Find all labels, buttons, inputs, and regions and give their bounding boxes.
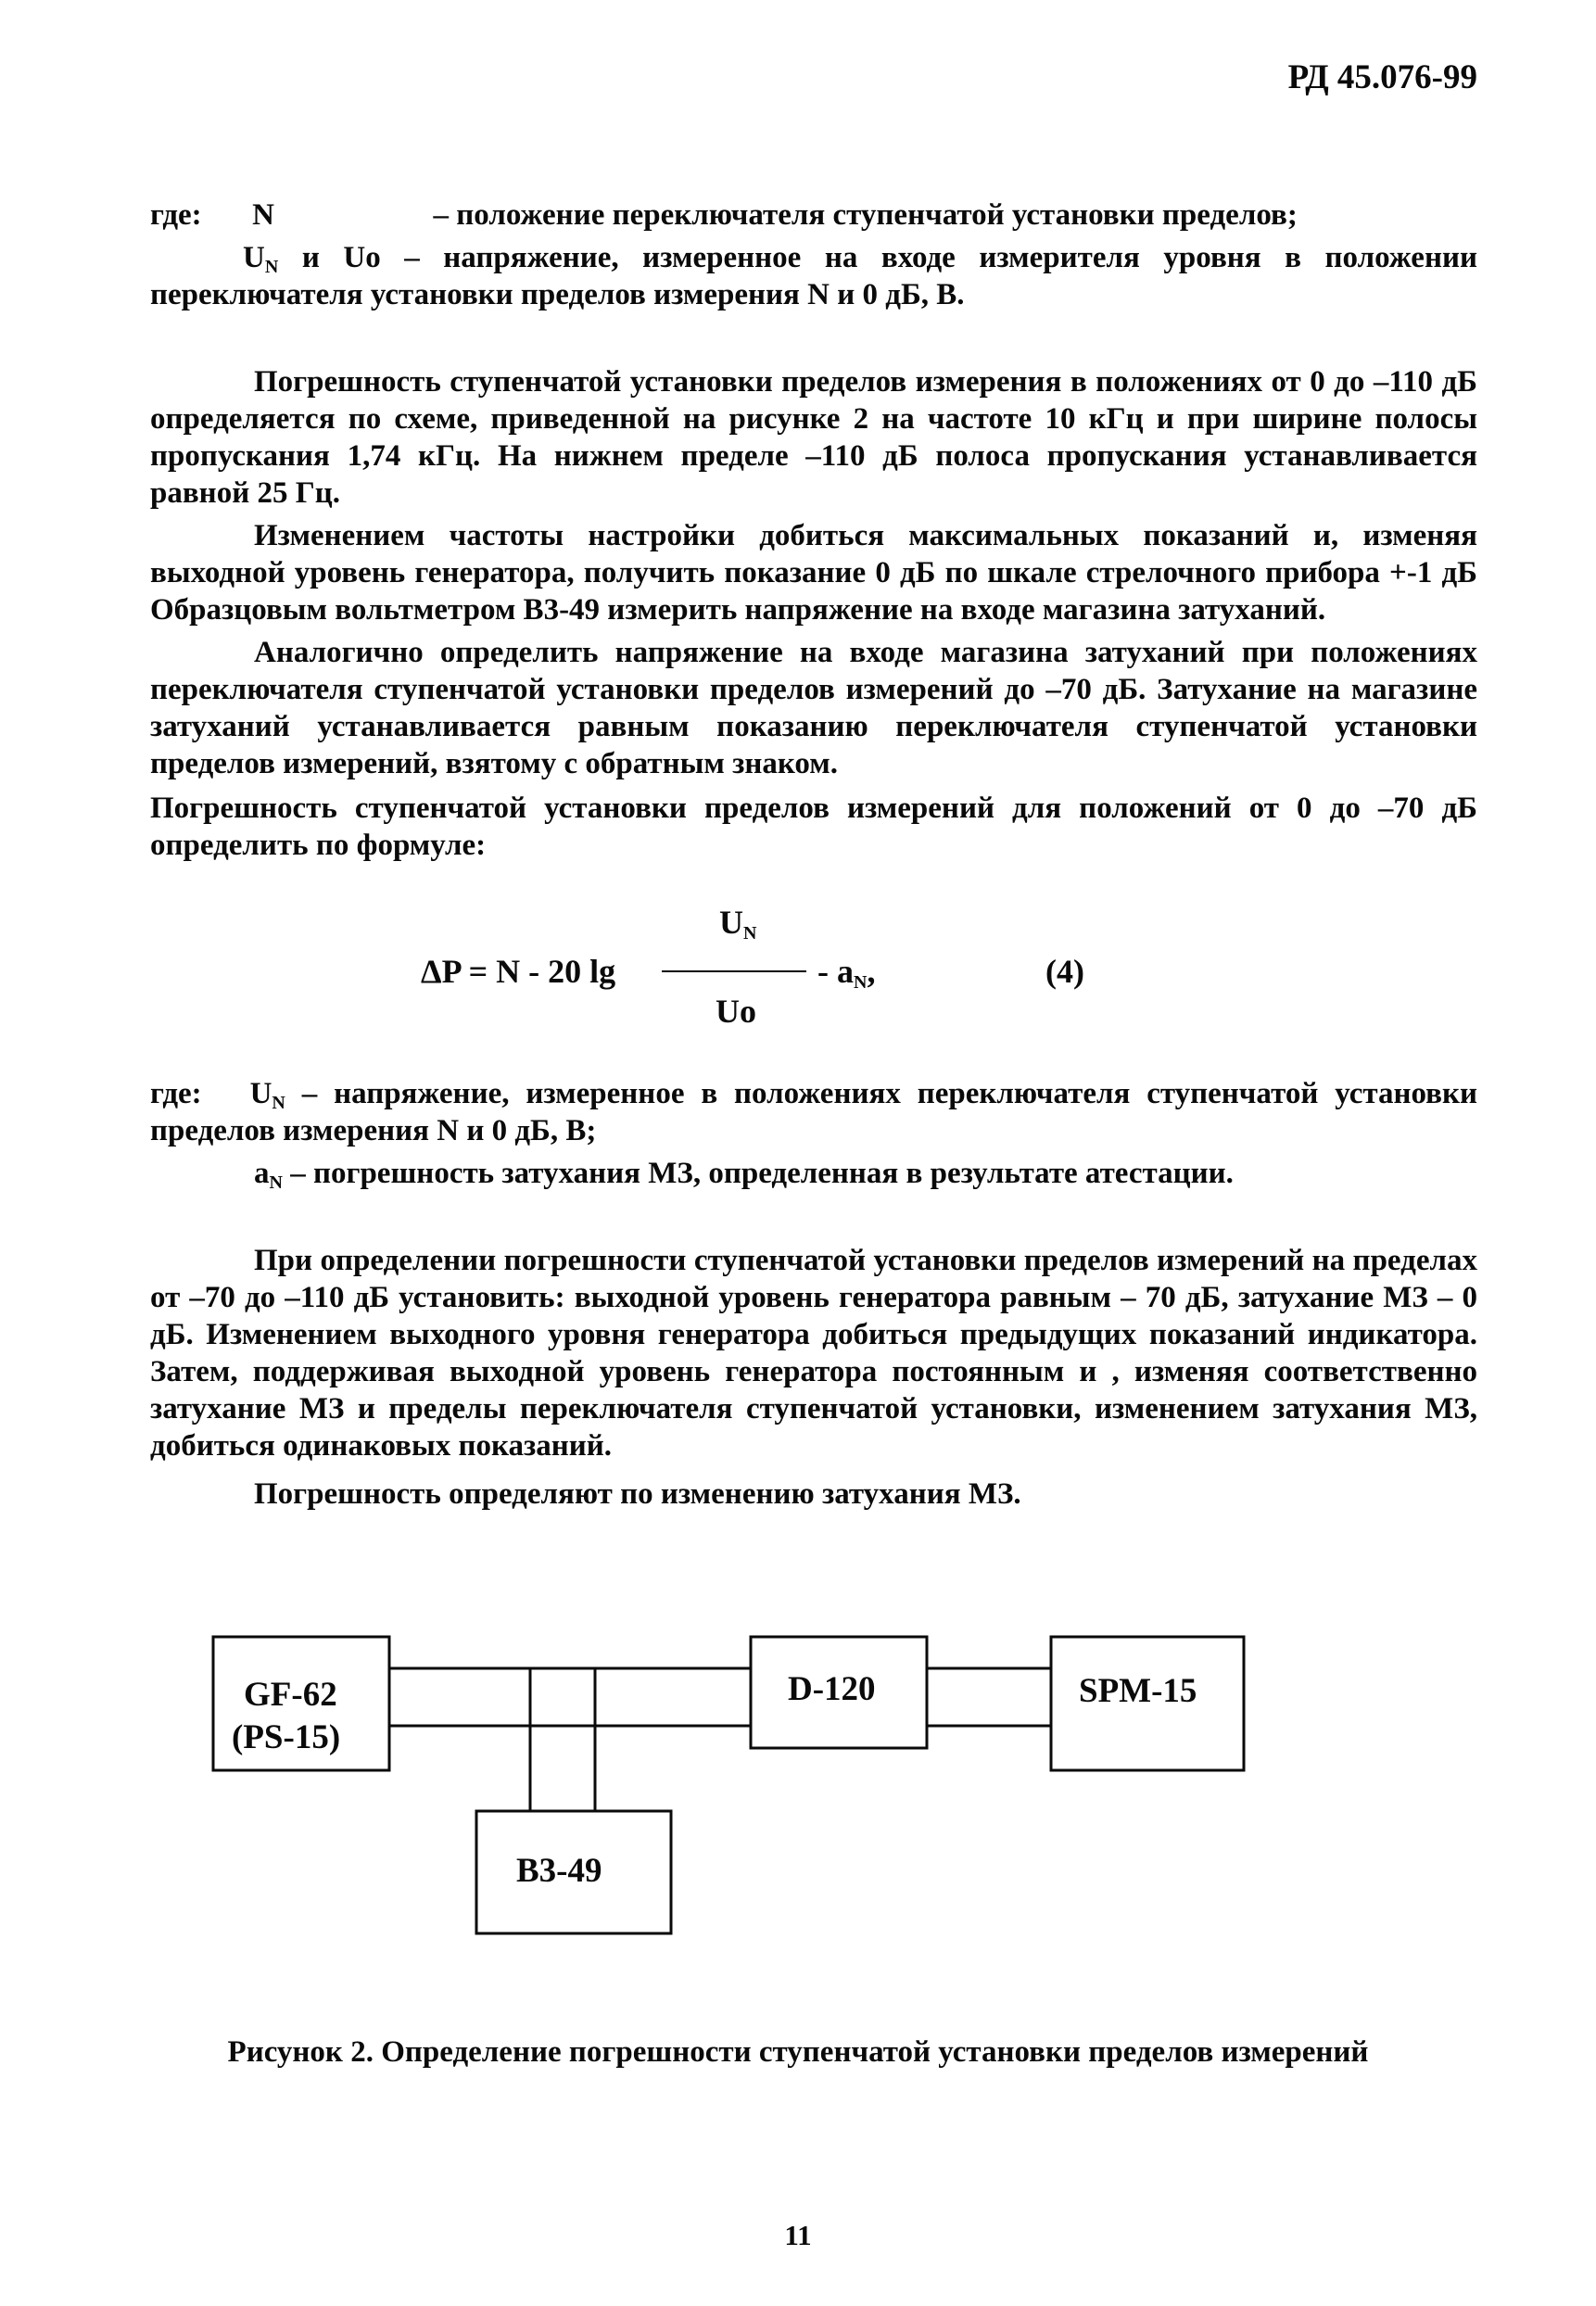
formula-denominator: Uo: [716, 993, 756, 1030]
paragraph-text: Аналогично определить напряжение на входе магазина затуханий при положениях переключателя ступенчатой установки пределов измерений до –70 дБ. Затухание на магазине затуханий устанавливается равным показанию переключателя ступенчатой установки пределов измерений, взятому с обратным знаком.: [150, 636, 1477, 780]
definition-n-text: – положение переключателя ступенчатой установки пределов;: [433, 198, 1298, 232]
symbol-u-sub: N: [264, 257, 279, 277]
tail-a: - a: [817, 953, 854, 990]
symbol-a: a: [254, 1157, 270, 1190]
paragraph-text: Погрешность ступенчатой установки пределов измерения в положениях от 0 до –110 дБ определяется по схеме, приведенной на рисунке 2 на частоте 10 кГц и при ширине полосы пропускания 1,74 кГц. На нижнем пределе –110 дБ полоса пропускания устанавливается равной 25 Гц.: [150, 365, 1477, 510]
numerator-sub: N: [743, 923, 757, 944]
symbol-u: U: [243, 241, 265, 274]
symbol-u-2: U: [249, 1077, 272, 1110]
where-label: где:: [150, 198, 202, 232]
definition-un-bottom-text: – напряжение, измеренное в положениях переключателя ступенчатой установки пределов измерения N и 0 дБ, В;: [150, 1077, 1478, 1147]
formula-number: (4): [1045, 953, 1084, 990]
paragraph-text: Погрешность определяют по изменению затухания МЗ.: [254, 1477, 1021, 1511]
symbol-n: N: [252, 198, 275, 232]
symbol-uo: и Uo: [278, 241, 381, 274]
definition-un-text: – напряжение, измеренное на входе измерителя уровня в положении переключателя установки пределов измерения N и 0 дБ, В.: [150, 241, 1477, 311]
document-code: РД 45.076-99: [1287, 58, 1477, 96]
page-number: 11: [784, 2219, 812, 2251]
formula-lhs: ΔP = N - 20 lg: [421, 953, 616, 990]
paragraph-text: При определении погрешности ступенчатой установки пределов измерений на пределах от –70 до –110 дБ установить: выходной уровень генератора равным – 70 дБ, затухание МЗ – 0 дБ. Изменением выходного уровня генератора добиться предыдущих показаний индикатора. Затем, поддерживая выходной уровень генератора постоянным и , изменяя соответственно затухание МЗ и пределы переключателя ступенчатой установки, изменением затухания МЗ, добиться одинаковых показаний.: [150, 1244, 1477, 1463]
numerator-u: U: [719, 904, 743, 941]
where-label-2: где:: [150, 1077, 202, 1110]
paragraph-text: Погрешность ступенчатой установки пределов измерений для положений от 0 до –70 дБ определить по формуле:: [150, 792, 1477, 862]
tail-sub: N: [854, 972, 868, 993]
attenuator-label: D-120: [788, 1670, 876, 1708]
paragraph-text: Изменением частоты настройки добиться максимальных показаний и, изменяя выходной уровень генератора, получить показание 0 дБ по шкале стрелочного прибора +-1 дБ Образцовым вольтметром В3-49 измерить напряжение на входе магазина затуханий.: [150, 519, 1477, 627]
generator-label-1: GF-62: [244, 1676, 337, 1714]
meter-label: SPM-15: [1079, 1672, 1197, 1710]
symbol-u-2-sub: N: [272, 1093, 285, 1113]
generator-label-2: (PS-15): [232, 1718, 341, 1756]
symbol-a-sub: N: [269, 1172, 283, 1193]
figure-caption: Рисунок 2. Определение погрешности ступенчатой установки пределов измерений: [227, 2035, 1369, 2069]
definition-an-text: – погрешность затухания МЗ, определенная в результате атестации.: [282, 1157, 1234, 1190]
tail-comma: ,: [867, 953, 876, 990]
voltmeter-label: В3-49: [516, 1852, 602, 1890]
